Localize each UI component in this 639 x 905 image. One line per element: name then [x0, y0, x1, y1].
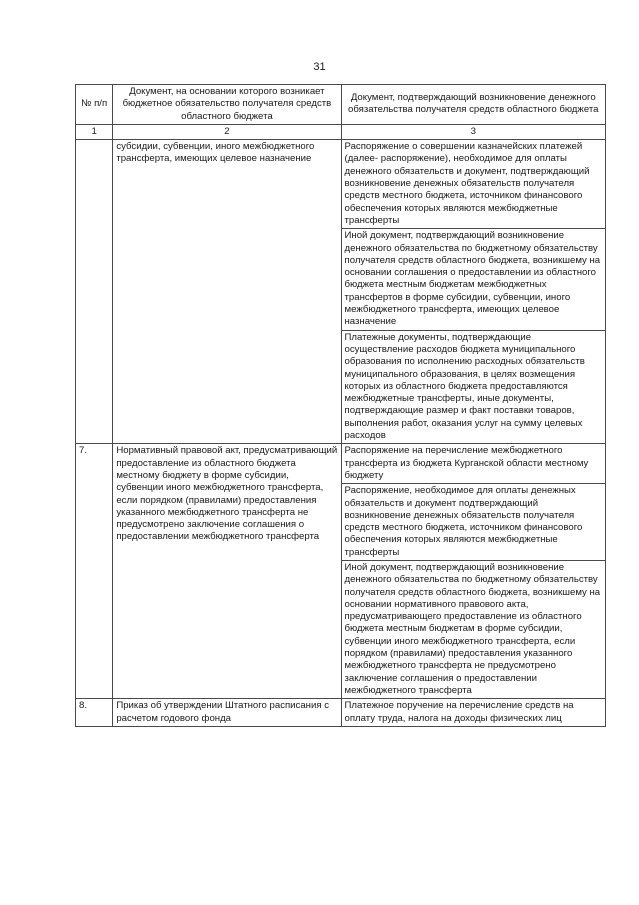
page-number: 31 — [313, 61, 326, 73]
budget-obligations-table — [75, 84, 606, 727]
confirming-document-cell: Распоряжение о совершении казначейских платежей (далее- распоряжение), необходимое для оплаты денежного обязательств и документ, подтверждающий возникновение денежных обязательств получателя средств местного бюджета, источником финансового обеспечения которых являются межбюджетные трансферты — [341, 140, 606, 229]
table-header-row — [76, 85, 606, 125]
confirming-document-cell: Платежное поручение на перечисление средств на оплату труда, налога на доходы физических лиц — [341, 699, 606, 727]
confirming-document-cell: Иной документ, подтверждающий возникновение денежного обязательства по бюджетному обязательству получателя средств областного бюджета, возникшему на основании соглашения о предоставлении из областного бюджета местным бюджетам межбюджетных трансфертов в форме субсидии, субвенции, иного межбюджетного трансферта, имеющих целевое назначение — [341, 229, 606, 330]
confirming-document-cell: Распоряжение, необходимое для оплаты денежных обязательств и документ подтверждающий возникновение денежных обязательств получателя средств местного бюджета, источником финансового обеспечения которых являются межбюджетные трансферты — [341, 484, 606, 561]
row-number-cell — [76, 140, 113, 444]
column-number: 2 — [113, 124, 341, 139]
basis-document-cell: субсидии, субвенции, иного межбюджетного трансферта, имеющих целевое назначение — [113, 140, 341, 444]
row-number-cell: 8. — [76, 699, 113, 727]
confirming-document-cell: Платежные документы, подтверждающие осуществление расходов бюджета муниципального образования по исполнению расходных обязательств муниципального образования, в целях возмещения которых из областного бюджета предоставляются межбюджетные трансферты, иные документы, подтверждающие размер и факт поставки товаров, выполнения работ, оказания услуг на сумму целевых расходов — [341, 330, 606, 444]
basis-document-cell: Приказ об утверждении Штатного расписания с расчетом годового фонда — [113, 699, 341, 727]
header-number: № п/п — [76, 85, 113, 125]
header-basis-document: Документ, на основании которого возникает бюджетное обязательство получателя средств областного бюджета — [113, 85, 341, 125]
table-row — [76, 140, 606, 229]
confirming-document-cell: Иной документ, подтверждающий возникновение денежного обязательства по бюджетному обязательству получателя средств областного бюджета, возникшему на основании нормативного правового акта, предусматривающего предоставление из областного бюджета местным бюджетам в форме субсидии, субвенции иного межбюджетного трансферта, если порядком (правилами) предоставления указанного межбюджетного трансферта не предусмотрено заключение соглашения о предоставлении межбюджетного трансферта — [341, 560, 606, 698]
table-row — [76, 699, 606, 727]
basis-document-cell: Нормативный правовой акт, предусматривающий предоставление из областного бюджета местному бюджету в форме субсидии, субвенции иного межбюджетного трансферта, если порядком (правилами) предоставления указанного межбюджетного трансферта не предусмотрено заключение соглашения о предоставлении межбюджетного трансферта — [113, 444, 341, 699]
column-numbers-row — [76, 124, 606, 139]
header-confirming-document: Документ, подтверждающий возникновение денежного обязательства получателя средств областного бюджета — [341, 85, 606, 125]
column-number: 3 — [341, 124, 606, 139]
column-number: 1 — [76, 124, 113, 139]
row-number-cell: 7. — [76, 444, 113, 699]
confirming-document-cell: Распоряжение на перечисление межбюджетного трансферта из бюджета Курганской области местному бюджету — [341, 444, 606, 484]
table-row — [76, 444, 606, 484]
